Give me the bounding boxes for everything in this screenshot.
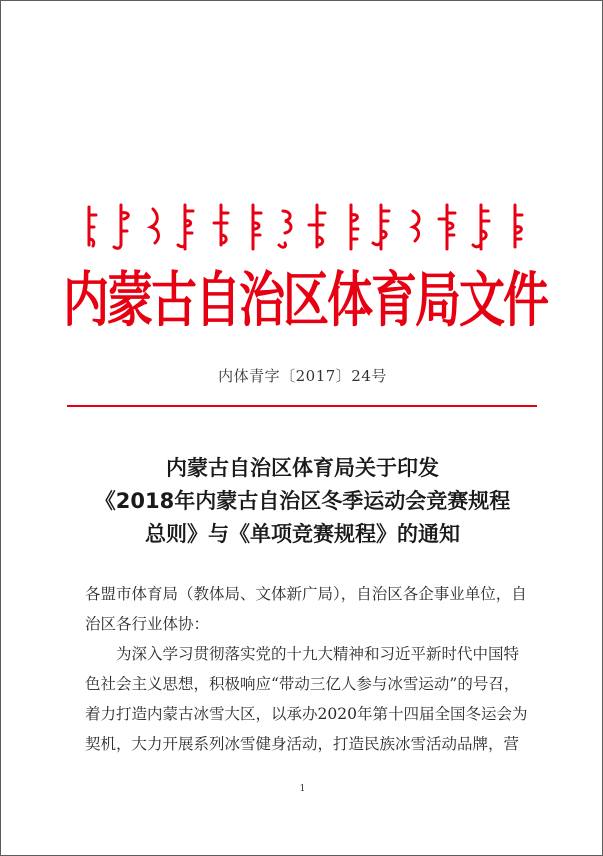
document-number: 内体青字〔2017〕24号: [218, 367, 387, 385]
salutation: 各盟市体育局（教体局、文体新广局），自治区各企事业单位，自治区各行业体协：: [85, 585, 527, 633]
notice-title-line-3: 总则》与《单项竞赛规程》的通知: [145, 522, 460, 546]
mongolian-script-header: [81, 201, 531, 253]
document-title: 内蒙古自治区体育局文件: [63, 264, 547, 335]
notice-title-line-1: 内蒙古自治区体育局关于印发: [166, 456, 439, 480]
page-number: 1: [299, 784, 306, 794]
body-paragraph: 为深入学习贯彻落实党的十九大精神和习近平新时代中国特色社会主义思想，积极响应“带动三亿人参与冰雪运动”的号召，着力打造内蒙古冰雪大区，以承办2020年第十四届全国冬运会为契机，大力开展系列冰雪健身活动，打造民族冰雪活动品牌，营: [85, 645, 528, 753]
document-body: [85, 579, 533, 759]
red-divider-line: [67, 405, 537, 407]
mongolian-script-logo: [81, 201, 531, 253]
notice-title: [61, 452, 544, 551]
notice-title-line-2: 《2018年内蒙古自治区冬季运动会竞赛规程: [94, 489, 511, 513]
